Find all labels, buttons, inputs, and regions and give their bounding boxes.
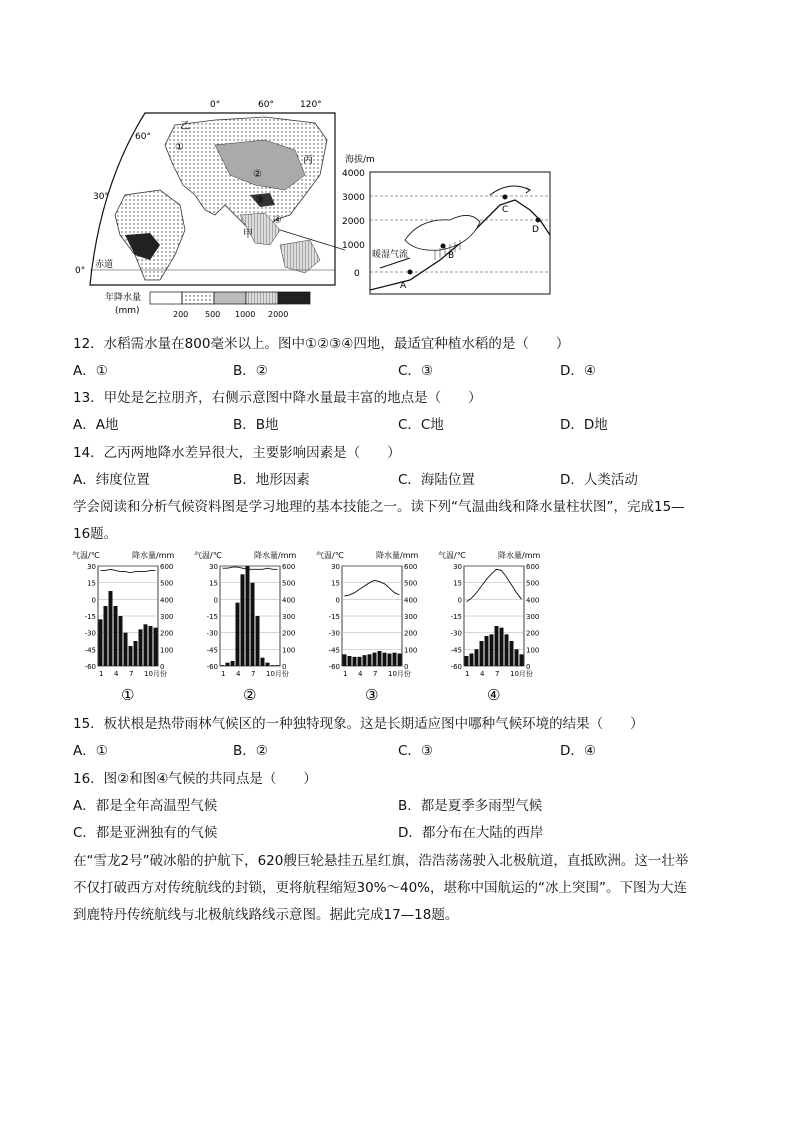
precip-bar: [515, 649, 519, 666]
temp-curve: [101, 569, 156, 572]
precip-bar: [393, 653, 397, 666]
option[interactable]: B．B地: [233, 417, 279, 433]
legend-tick: 500: [205, 310, 221, 319]
precip-bar: [124, 633, 128, 666]
precip-tick: 400: [282, 596, 296, 605]
climate-chart: [192, 548, 317, 708]
question-13: 13．甲处是乞拉朋齐，右侧示意图中降水量最丰富的地点是（ ）: [73, 390, 482, 406]
precip-tick: 300: [526, 613, 540, 621]
option[interactable]: A．①: [73, 363, 108, 379]
option[interactable]: C．③: [398, 743, 434, 759]
precip-bar: [119, 616, 123, 666]
precip-tick: 0: [526, 663, 531, 671]
precip-bar: [480, 641, 484, 666]
elevation-profile: [340, 150, 560, 300]
climate-chart: [436, 548, 561, 708]
month-tick: 10月份: [388, 670, 411, 678]
temp-tick: -60: [328, 663, 340, 671]
y-tick: 1000: [342, 241, 365, 251]
precip-bar: [475, 649, 479, 666]
precip-tick: 300: [160, 613, 174, 621]
precip-bar: [144, 624, 148, 666]
temp-tick: 30: [87, 563, 96, 571]
precip-bar: [251, 583, 255, 666]
precip-bar: [500, 628, 504, 666]
intro-paragraph: 到鹿特丹传统航线与北极航线路线示意图。据此完成17—18题。: [73, 907, 459, 923]
legend-tick: 2000: [268, 310, 289, 319]
precip-bar: [388, 654, 392, 667]
precip-bar: [226, 663, 230, 666]
precip-tick: 0: [282, 663, 287, 671]
option[interactable]: C．都是亚洲独有的气候: [73, 825, 218, 841]
climate-chart: [314, 548, 439, 708]
intro-paragraph: 学会阅读和分析气候资料图是学习地理的基本技能之一。读下列“气温曲线和降水量柱状图”，完成15—: [73, 499, 685, 515]
place-label: ②: [253, 169, 262, 180]
precip-bar: [266, 663, 270, 666]
temp-tick: -45: [206, 646, 218, 655]
point-label: C: [502, 205, 509, 215]
precip-bar: [149, 626, 153, 666]
precip-tick: 100: [160, 646, 174, 655]
option[interactable]: D．人类活动: [560, 472, 638, 488]
precip-bar: [485, 636, 489, 666]
point-label: B: [448, 251, 455, 261]
precip-tick: 100: [282, 646, 296, 655]
precipitation-map: [65, 95, 345, 320]
month-tick: 10月份: [510, 670, 533, 678]
lon-label: 120°: [300, 100, 322, 110]
precip-bar: [383, 653, 387, 666]
equator-label: 赤道: [95, 260, 114, 270]
option[interactable]: D．D地: [560, 417, 608, 433]
temp-axis-label: 气温/℃: [194, 551, 222, 560]
temp-tick: 15: [453, 579, 462, 588]
precip-bar: [505, 634, 509, 666]
temp-tick: -30: [450, 629, 462, 638]
question-12: 12．水稻需水量在800毫米以上。图中①②③④四地，最适宜种植水稻的是（ ）: [73, 336, 570, 352]
precip-bar: [353, 657, 357, 666]
lon-label: 0°: [210, 100, 221, 110]
lat-label: 0°: [75, 266, 86, 276]
option[interactable]: A．纬度位置: [73, 472, 150, 488]
temp-tick: 15: [209, 579, 218, 588]
temp-tick: -45: [328, 646, 340, 655]
month-tick: 1: [221, 670, 226, 678]
temp-tick: 0: [457, 596, 462, 605]
precip-bar: [470, 654, 474, 667]
lat-label: 30°: [93, 192, 109, 202]
intro-paragraph: 不仅打破西方对传统航线的封锁，更将航程缩短30%～40%，堪称中国航运的“冰上突围”。下图为大连: [73, 880, 687, 896]
month-tick: 7: [373, 670, 378, 678]
temp-axis-label: 气温/℃: [438, 551, 466, 560]
option[interactable]: A．都是全年高温型气候: [73, 798, 218, 814]
temp-tick: 15: [87, 579, 96, 588]
y-tick: 0: [354, 269, 360, 279]
option[interactable]: A．A地: [73, 417, 119, 433]
month-tick: 4: [480, 670, 485, 678]
question-15: 15．板状根是热带雨林气候区的一种独特现象。这是长期适应图中哪种气候环境的结果（ ）: [73, 716, 644, 732]
lat-label: 60°: [135, 132, 151, 142]
temp-tick: -15: [206, 613, 218, 621]
temp-curve: [467, 569, 522, 601]
intro-paragraph: 在“雪龙2号”破冰船的护航下，620艘巨轮悬挂五星红旗，浩浩荡荡驶入北极航道，直抵欧洲。这一壮举: [73, 853, 689, 869]
precip-tick: 500: [526, 579, 540, 588]
airflow-label: 暖湿气流: [372, 250, 409, 260]
precip-bar: [520, 654, 524, 666]
precip-tick: 200: [282, 629, 296, 638]
question-14: 14．乙丙两地降水差异很大，主要影响因素是（ ）: [73, 445, 401, 461]
precip-axis-label: 降水量/mm: [498, 551, 541, 560]
precip-tick: 500: [160, 579, 174, 588]
precip-bar: [129, 646, 133, 666]
precip-bar: [343, 654, 347, 666]
lon-label: 60°: [258, 100, 274, 110]
temp-tick: -15: [328, 613, 340, 621]
precip-bar: [495, 626, 499, 666]
precip-bar: [261, 658, 265, 666]
precip-bar: [231, 661, 235, 666]
option[interactable]: D．都分布在大陆的西岸: [398, 825, 544, 841]
precip-axis-label: 降水量/mm: [132, 551, 175, 560]
precip-bar: [241, 574, 245, 666]
precip-bar: [246, 566, 250, 666]
place-label: ③: [255, 195, 264, 206]
legend-tick: 200: [173, 310, 189, 319]
profile-ylabel: 海拔/m: [345, 155, 375, 165]
precip-bar: [358, 657, 362, 666]
option[interactable]: C．③: [398, 363, 434, 379]
temp-tick: 30: [331, 563, 340, 571]
precip-tick: 400: [160, 596, 174, 605]
temp-tick: 0: [91, 596, 96, 605]
precip-tick: 600: [282, 563, 296, 571]
month-tick: 10月份: [144, 670, 167, 678]
precip-bar: [378, 651, 382, 666]
place-label: ④: [273, 215, 282, 226]
chart-label: ①: [121, 686, 135, 704]
precip-tick: 400: [526, 596, 540, 605]
temp-tick: 30: [209, 563, 218, 571]
month-tick: 4: [114, 670, 119, 678]
temp-tick: -60: [450, 663, 462, 671]
option[interactable]: D．④: [560, 743, 596, 759]
temp-tick: -15: [84, 613, 96, 621]
temp-tick: -30: [206, 629, 218, 638]
precip-tick: 500: [282, 579, 296, 588]
y-tick: 4000: [342, 169, 365, 179]
precip-tick: 600: [160, 563, 174, 571]
precip-tick: 100: [526, 646, 540, 655]
temp-tick: -45: [84, 646, 96, 655]
precip-bar: [139, 629, 143, 666]
temp-tick: -30: [84, 629, 96, 638]
precip-tick: 200: [526, 629, 540, 638]
month-tick: 10月份: [266, 670, 289, 678]
month-tick: 1: [465, 670, 470, 678]
precip-tick: 0: [404, 663, 409, 671]
temp-tick: -45: [450, 646, 462, 655]
precip-bar: [99, 619, 103, 666]
precip-bar: [154, 628, 158, 666]
precip-bar: [465, 656, 469, 666]
temp-tick: -15: [450, 613, 462, 621]
precip-bar: [221, 665, 225, 666]
precip-tick: 300: [404, 613, 418, 621]
precip-bar: [104, 606, 108, 666]
precip-bar: [109, 591, 113, 666]
temp-axis-label: 气温/℃: [72, 551, 100, 560]
precip-bar: [368, 654, 372, 666]
month-tick: 4: [358, 670, 363, 678]
climate-chart: [70, 548, 195, 708]
temp-tick: 0: [335, 596, 340, 605]
month-tick: 1: [343, 670, 348, 678]
place-label: ①: [175, 142, 184, 153]
month-tick: 7: [251, 670, 256, 678]
precip-bar: [114, 606, 118, 666]
month-tick: 7: [495, 670, 500, 678]
precip-tick: 600: [404, 563, 418, 571]
precip-axis-label: 降水量/mm: [254, 551, 297, 560]
place-label: 丙: [303, 155, 313, 166]
place-label: 甲: [243, 229, 253, 240]
precip-bar: [373, 653, 377, 666]
temp-tick: 15: [331, 579, 340, 588]
precip-bar: [276, 665, 280, 666]
month-tick: 1: [99, 670, 104, 678]
chart-label: ③: [365, 686, 379, 704]
temp-axis-label: 气温/℃: [316, 551, 344, 560]
month-tick: 4: [236, 670, 241, 678]
temp-tick: 30: [453, 563, 462, 571]
month-tick: 7: [129, 670, 134, 678]
place-label: 乙: [180, 121, 190, 132]
climate-charts: [70, 548, 570, 708]
temp-curve: [223, 567, 278, 569]
precip-tick: 400: [404, 596, 418, 605]
precip-bar: [348, 656, 352, 666]
precip-tick: 100: [404, 646, 418, 655]
precip-bar: [271, 665, 275, 666]
legend-tick: 1000: [235, 310, 256, 319]
point-label: D: [532, 225, 539, 235]
precip-bar: [236, 603, 240, 666]
temp-tick: -30: [328, 629, 340, 638]
precip-axis-label: 降水量/mm: [376, 551, 419, 560]
precip-bar: [398, 654, 402, 667]
option[interactable]: A．①: [73, 743, 108, 759]
legend-unit: (mm): [115, 306, 140, 316]
temp-tick: 0: [213, 596, 218, 605]
precip-tick: 200: [404, 629, 418, 638]
option[interactable]: B．都是夏季多雨型气候: [398, 798, 543, 814]
precip-tick: 600: [526, 563, 540, 571]
option[interactable]: B．②: [233, 743, 268, 759]
intro-paragraph: 16题。: [73, 526, 118, 542]
y-tick: 2000: [342, 217, 365, 227]
precip-bar: [363, 655, 367, 666]
point-label: A: [400, 281, 407, 291]
legend-title: 年降水量: [105, 293, 142, 303]
chart-label: ④: [487, 686, 501, 704]
precip-tick: 0: [160, 663, 165, 671]
option[interactable]: B．②: [233, 363, 268, 379]
option[interactable]: B．地形因素: [233, 472, 310, 488]
precip-tick: 500: [404, 579, 418, 588]
y-tick: 3000: [342, 193, 365, 203]
precip-bar: [490, 634, 494, 666]
precip-tick: 200: [160, 629, 174, 638]
temp-tick: -60: [84, 663, 96, 671]
temp-tick: -60: [206, 663, 218, 671]
precip-tick: 300: [282, 613, 296, 621]
precip-bar: [256, 616, 260, 666]
option[interactable]: D．④: [560, 363, 596, 379]
precip-bar: [510, 641, 514, 666]
precip-bar: [134, 641, 138, 666]
option[interactable]: C．C地: [398, 417, 444, 433]
chart-label: ②: [243, 686, 257, 704]
option[interactable]: C．海陆位置: [398, 472, 475, 488]
question-16: 16．图②和图④气候的共同点是（ ）: [73, 771, 317, 787]
